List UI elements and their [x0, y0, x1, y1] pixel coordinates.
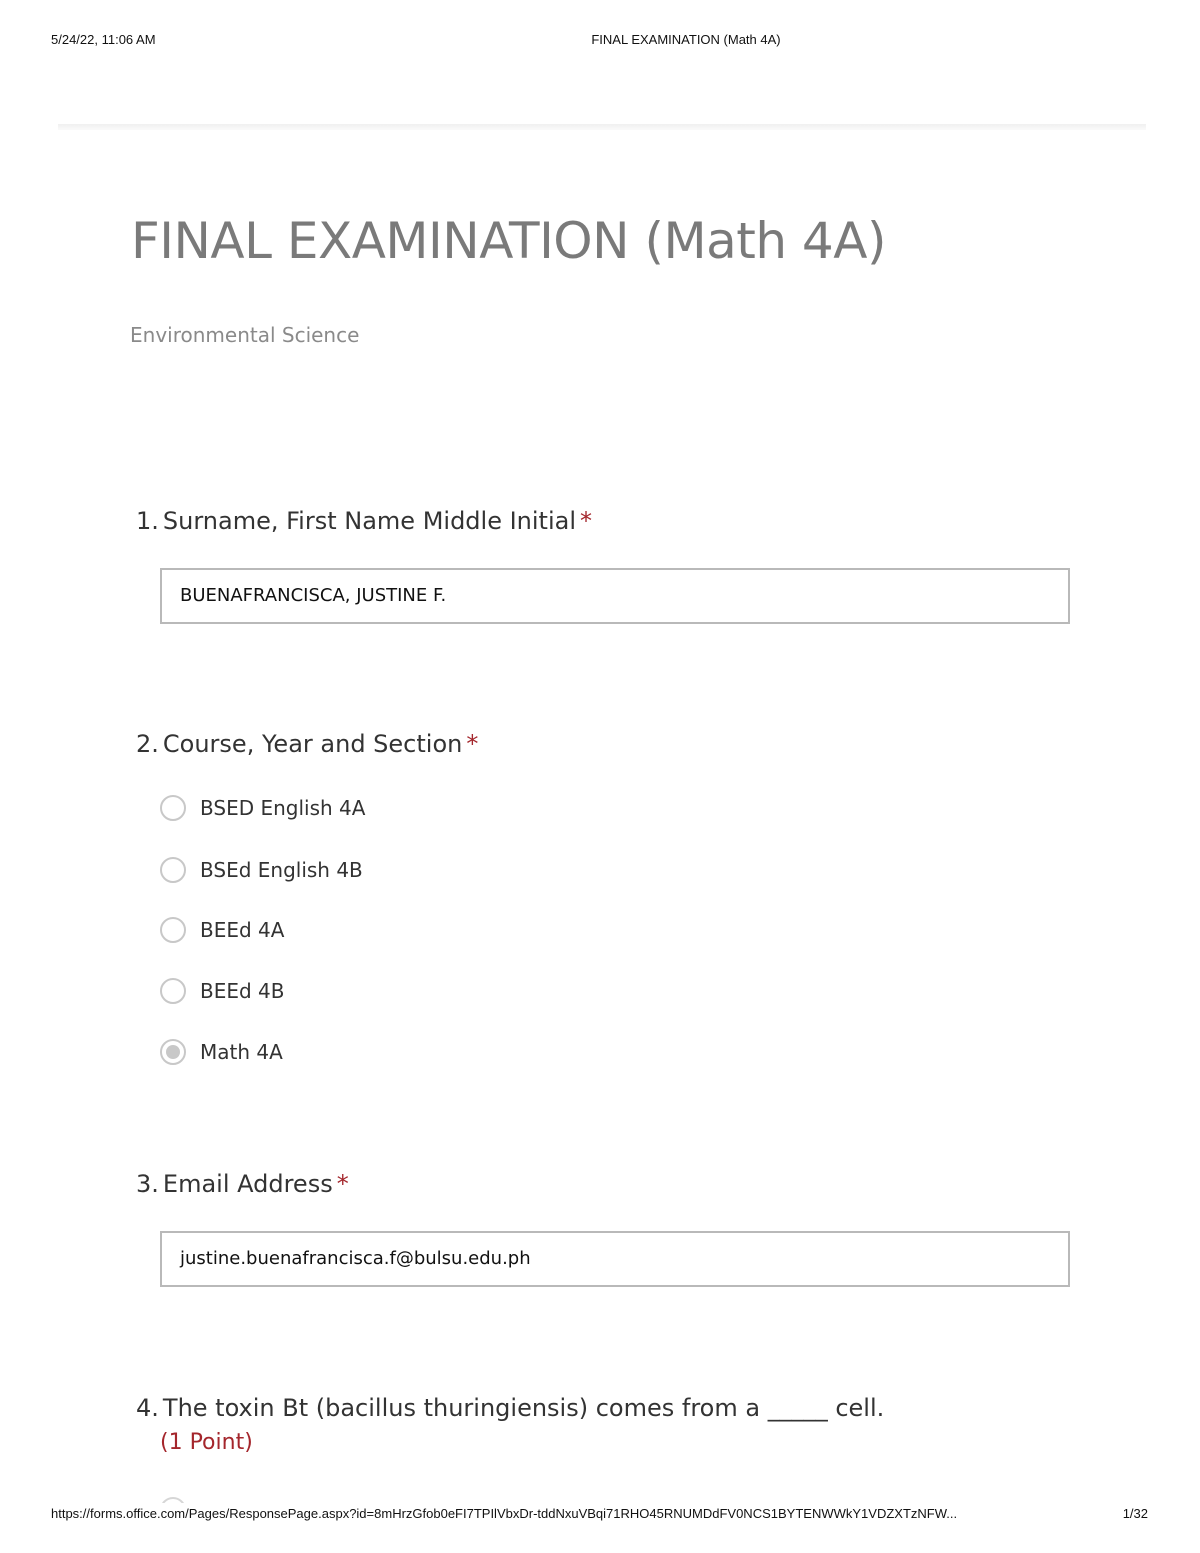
option-label: BSEd English 4B	[200, 858, 363, 882]
print-document-title: FINAL EXAMINATION (Math 4A)	[591, 32, 781, 47]
header-divider	[58, 124, 1146, 130]
radio-button[interactable]	[160, 795, 186, 821]
question-number: 4.	[136, 1394, 159, 1422]
option-label: BEEd 4B	[200, 979, 285, 1003]
question-2	[136, 730, 1096, 1064]
option-label: Math 4A	[200, 1040, 283, 1064]
radio-button[interactable]	[160, 917, 186, 943]
radio-button-selected[interactable]	[160, 1039, 186, 1065]
question-1	[136, 507, 1096, 606]
print-date: 5/24/22, 11:06 AM	[51, 32, 156, 47]
question-3	[136, 1170, 1096, 1269]
question-3-title	[136, 1170, 1096, 1198]
question-text: The toxin Bt (bacillus thuringiensis) comes from a _____ cell.	[162, 1394, 885, 1422]
required-mark: *	[336, 1170, 349, 1198]
question-4	[136, 1394, 1096, 1455]
question-1-title	[136, 507, 1096, 535]
question-4-title	[136, 1394, 1096, 1422]
option-label: BSED English 4A	[200, 796, 366, 820]
form-title: FINAL EXAMINATION (Math 4A)	[131, 212, 886, 270]
question-2-title	[136, 730, 1096, 758]
option-label: BEEd 4A	[200, 918, 285, 942]
form-subtitle: Environmental Science	[130, 323, 360, 347]
question-number: 1.	[136, 507, 159, 535]
name-input[interactable]: BUENAFRANCISCA, JUSTINE F.	[160, 568, 1070, 624]
email-input[interactable]: justine.buenafrancisca.f@bulsu.edu.ph	[160, 1231, 1070, 1287]
question-text: Email Address	[162, 1170, 333, 1198]
question-text: Surname, First Name Middle Initial	[162, 507, 577, 535]
print-header	[0, 32, 1200, 50]
radio-button[interactable]	[160, 1497, 186, 1503]
page-number: 1/32	[1122, 1506, 1148, 1521]
required-mark: *	[580, 507, 593, 535]
radio-button[interactable]	[160, 978, 186, 1004]
page-url: https://forms.office.com/Pages/ResponsePage.aspx?id=8mHrzGfob0eFI7TPIlVbxDr-tddNxuVBqi71RHO45RNUMDdFV0NCS1BYTENWWkY1VDZXTzNFW...	[51, 1506, 958, 1521]
radio-button[interactable]	[160, 857, 186, 883]
required-mark: *	[466, 730, 479, 758]
question-points: (1 Point)	[160, 1430, 253, 1455]
question-number: 2.	[136, 730, 159, 758]
question-text: Course, Year and Section	[162, 730, 463, 758]
print-footer	[0, 1506, 1200, 1524]
question-number: 3.	[136, 1170, 159, 1198]
